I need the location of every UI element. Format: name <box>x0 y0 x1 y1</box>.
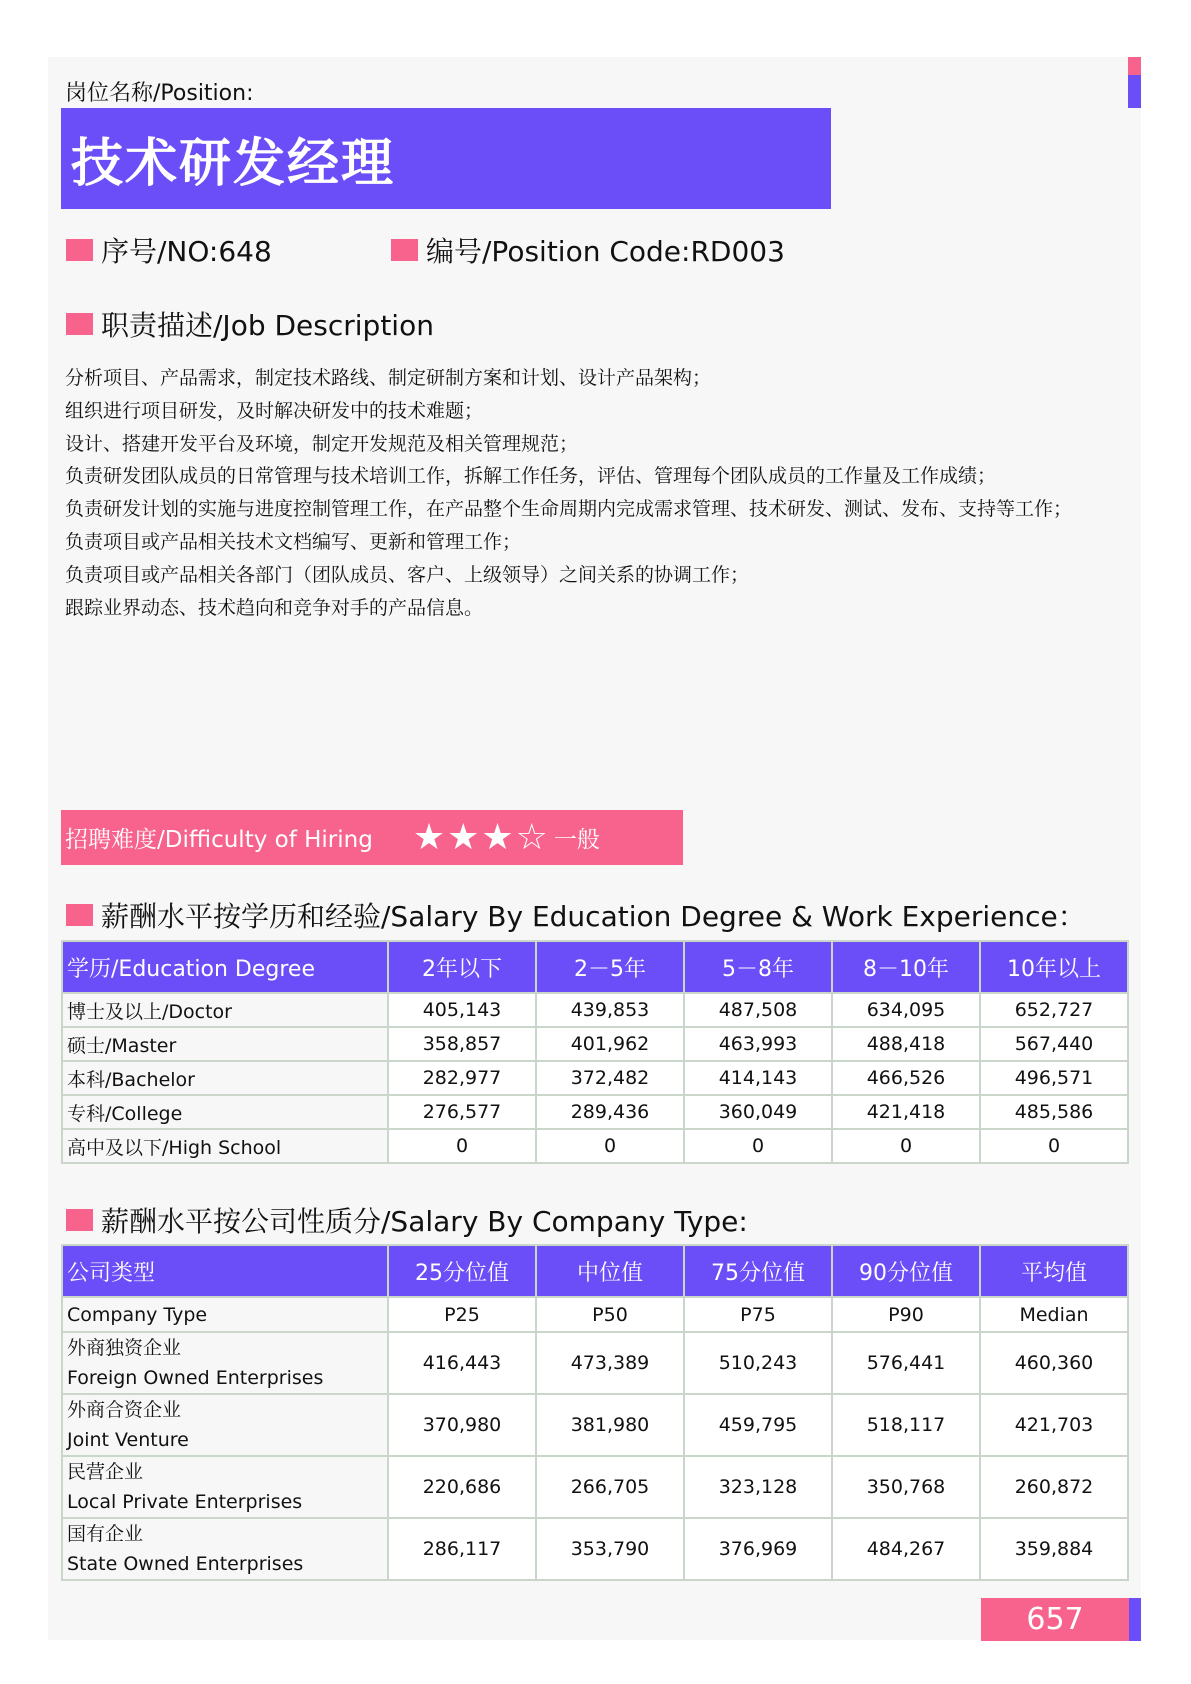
table-cell: 567,440 <box>980 1027 1128 1061</box>
duty-item: 设计、搭建开发平台及环境，制定开发规范及相关管理规范； <box>65 432 579 455</box>
table-cell: 0 <box>684 1129 832 1163</box>
table-cell: 360,049 <box>684 1095 832 1129</box>
company-type-cell <box>62 1518 388 1580</box>
page-number-accent <box>1129 1598 1141 1641</box>
subheader-cell: Median <box>980 1297 1128 1332</box>
table-cell: 518,117 <box>832 1394 980 1456</box>
duty-item: 负责研发计划的实施与进度控制管理工作，在产品整个生命周期内完成需求管理、技术研发、测试、发布、支持等工作； <box>65 498 1073 521</box>
table-cell: 466,526 <box>832 1061 980 1095</box>
table-subheader-row <box>62 1297 1128 1332</box>
education-salary-heading-text: 薪酬水平按学历和经验/Salary By Education Degree & Work Experience： <box>101 900 1086 933</box>
position-label: 岗位名称/Position: <box>65 81 254 106</box>
position-number <box>66 230 272 270</box>
square-bullet-icon <box>66 904 93 926</box>
table-cell: 510,243 <box>684 1332 832 1394</box>
table-cell: 350,768 <box>832 1456 980 1518</box>
column-header: 中位值 <box>536 1245 684 1297</box>
corner-accent-purple <box>1128 75 1141 108</box>
table-cell: 460,360 <box>980 1332 1128 1394</box>
table-cell: 358,857 <box>388 1027 536 1061</box>
table-cell: 260,872 <box>980 1456 1128 1518</box>
table-cell: 634,095 <box>832 993 980 1027</box>
position-code-text: 编号/Position Code:RD003 <box>426 235 785 268</box>
column-header: 8－10年 <box>832 941 980 993</box>
duty-item: 负责研发团队成员的日常管理与技术培训工作，拆解工作任务，评估、管理每个团队成员的工作量及工作成绩； <box>65 465 997 488</box>
page-number: 657 <box>981 1598 1129 1641</box>
column-header: 公司类型 <box>62 1245 388 1297</box>
table-cell: 266,705 <box>536 1456 684 1518</box>
square-bullet-icon <box>66 239 93 261</box>
row-label: 博士及以上/Doctor <box>62 993 388 1027</box>
table-row <box>62 1518 1128 1580</box>
column-header: 75分位值 <box>684 1245 832 1297</box>
table-cell: 353,790 <box>536 1518 684 1580</box>
subheader-cell: P75 <box>684 1297 832 1332</box>
column-header: 10年以上 <box>980 941 1128 993</box>
position-title: 技术研发经理 <box>61 108 831 209</box>
table-cell: 421,418 <box>832 1095 980 1129</box>
table-cell: 372,482 <box>536 1061 684 1095</box>
hiring-difficulty-text: 一般 <box>553 827 600 853</box>
job-description-heading <box>66 304 434 344</box>
company-salary-table <box>61 1244 1129 1581</box>
table-cell: 421,703 <box>980 1394 1128 1456</box>
duty-item: 跟踪业界动态、技术趋向和竞争对手的产品信息。 <box>65 596 484 619</box>
duty-item: 分析项目、产品需求，制定技术路线、制定研制方案和计划、设计产品架构； <box>65 367 712 389</box>
table-cell: 439,853 <box>536 993 684 1027</box>
subheader-cell: P90 <box>832 1297 980 1332</box>
table-row <box>62 1456 1128 1518</box>
company-type-cell <box>62 1394 388 1456</box>
table-cell: 576,441 <box>832 1332 980 1394</box>
table-cell: 488,418 <box>832 1027 980 1061</box>
table-cell: 487,508 <box>684 993 832 1027</box>
duty-item: 组织进行项目研发，及时解决研发中的技术难题； <box>65 399 484 422</box>
table-cell: 0 <box>832 1129 980 1163</box>
table-cell: 286,117 <box>388 1518 536 1580</box>
company-type-cn: 外商合资企业 <box>67 1399 182 1421</box>
table-cell: 405,143 <box>388 993 536 1027</box>
table-cell: 414,143 <box>684 1061 832 1095</box>
subheader-cell: P50 <box>536 1297 684 1332</box>
star-rating-icon: ★★★☆ <box>412 817 550 858</box>
column-header: 2年以下 <box>388 941 536 993</box>
company-type-en: State Owned Enterprises <box>67 1553 304 1575</box>
table-cell: 0 <box>980 1129 1128 1163</box>
company-type-cn: 国有企业 <box>67 1523 144 1545</box>
column-header: 25分位值 <box>388 1245 536 1297</box>
column-header: 90分位值 <box>832 1245 980 1297</box>
hiring-difficulty-bar <box>61 810 683 865</box>
column-header: 5－8年 <box>684 941 832 993</box>
table-header-row <box>62 941 1128 993</box>
table-header-row <box>62 1245 1128 1297</box>
education-salary-table <box>61 940 1129 1164</box>
table-row <box>62 1129 1128 1163</box>
company-type-cn: 外商独资企业 <box>67 1337 182 1359</box>
table-cell: 289,436 <box>536 1095 684 1129</box>
company-type-cell <box>62 1332 388 1394</box>
table-cell: 370,980 <box>388 1394 536 1456</box>
table-row <box>62 993 1128 1027</box>
table-cell: 376,969 <box>684 1518 832 1580</box>
corner-accent-pink <box>1128 57 1141 75</box>
table-cell: 463,993 <box>684 1027 832 1061</box>
company-type-cell <box>62 1456 388 1518</box>
table-cell: 381,980 <box>536 1394 684 1456</box>
education-salary-heading <box>66 895 1086 935</box>
hiring-difficulty-label: 招聘难度/Difficulty of Hiring <box>65 827 373 853</box>
table-cell: 473,389 <box>536 1332 684 1394</box>
duty-list <box>65 362 1072 624</box>
row-label: 本科/Bachelor <box>62 1061 388 1095</box>
table-cell: 484,267 <box>832 1518 980 1580</box>
table-cell: 276,577 <box>388 1095 536 1129</box>
column-header: 2－5年 <box>536 941 684 993</box>
column-header: 平均值 <box>980 1245 1128 1297</box>
duty-item: 负责项目或产品相关技术文档编写、更新和管理工作； <box>65 530 522 553</box>
row-label: 硕士/Master <box>62 1027 388 1061</box>
table-row <box>62 1027 1128 1061</box>
square-bullet-icon <box>66 313 93 335</box>
position-number-text: 序号/NO:648 <box>101 235 272 268</box>
job-description-heading-text: 职责描述/Job Description <box>101 309 434 342</box>
table-cell: 359,884 <box>980 1518 1128 1580</box>
row-label: 专科/College <box>62 1095 388 1129</box>
square-bullet-icon <box>66 1209 93 1231</box>
table-row <box>62 1332 1128 1394</box>
position-code <box>391 230 785 270</box>
table-cell: 496,571 <box>980 1061 1128 1095</box>
table-cell: 459,795 <box>684 1394 832 1456</box>
company-salary-heading <box>66 1200 748 1240</box>
column-header: 学历/Education Degree <box>62 941 388 993</box>
table-cell: 282,977 <box>388 1061 536 1095</box>
company-type-en: Local Private Enterprises <box>67 1491 303 1513</box>
table-cell: 0 <box>536 1129 684 1163</box>
table-cell: 652,727 <box>980 993 1128 1027</box>
table-row <box>62 1394 1128 1456</box>
subheader-cell: P25 <box>388 1297 536 1332</box>
company-type-en: Joint Venture <box>67 1429 189 1451</box>
table-row <box>62 1061 1128 1095</box>
table-cell: 485,586 <box>980 1095 1128 1129</box>
table-cell: 416,443 <box>388 1332 536 1394</box>
square-bullet-icon <box>391 239 418 261</box>
company-type-cn: 民营企业 <box>67 1461 144 1483</box>
table-cell: 220,686 <box>388 1456 536 1518</box>
table-row <box>62 1095 1128 1129</box>
subheader-cell: Company Type <box>62 1297 388 1332</box>
table-cell: 323,128 <box>684 1456 832 1518</box>
row-label: 高中及以下/High School <box>62 1129 388 1163</box>
duty-item: 负责项目或产品相关各部门（团队成员、客户、上级领导）之间关系的协调工作； <box>65 563 750 586</box>
company-salary-heading-text: 薪酬水平按公司性质分/Salary By Company Type: <box>101 1205 748 1238</box>
company-type-en: Foreign Owned Enterprises <box>67 1367 324 1389</box>
table-cell: 401,962 <box>536 1027 684 1061</box>
table-cell: 0 <box>388 1129 536 1163</box>
